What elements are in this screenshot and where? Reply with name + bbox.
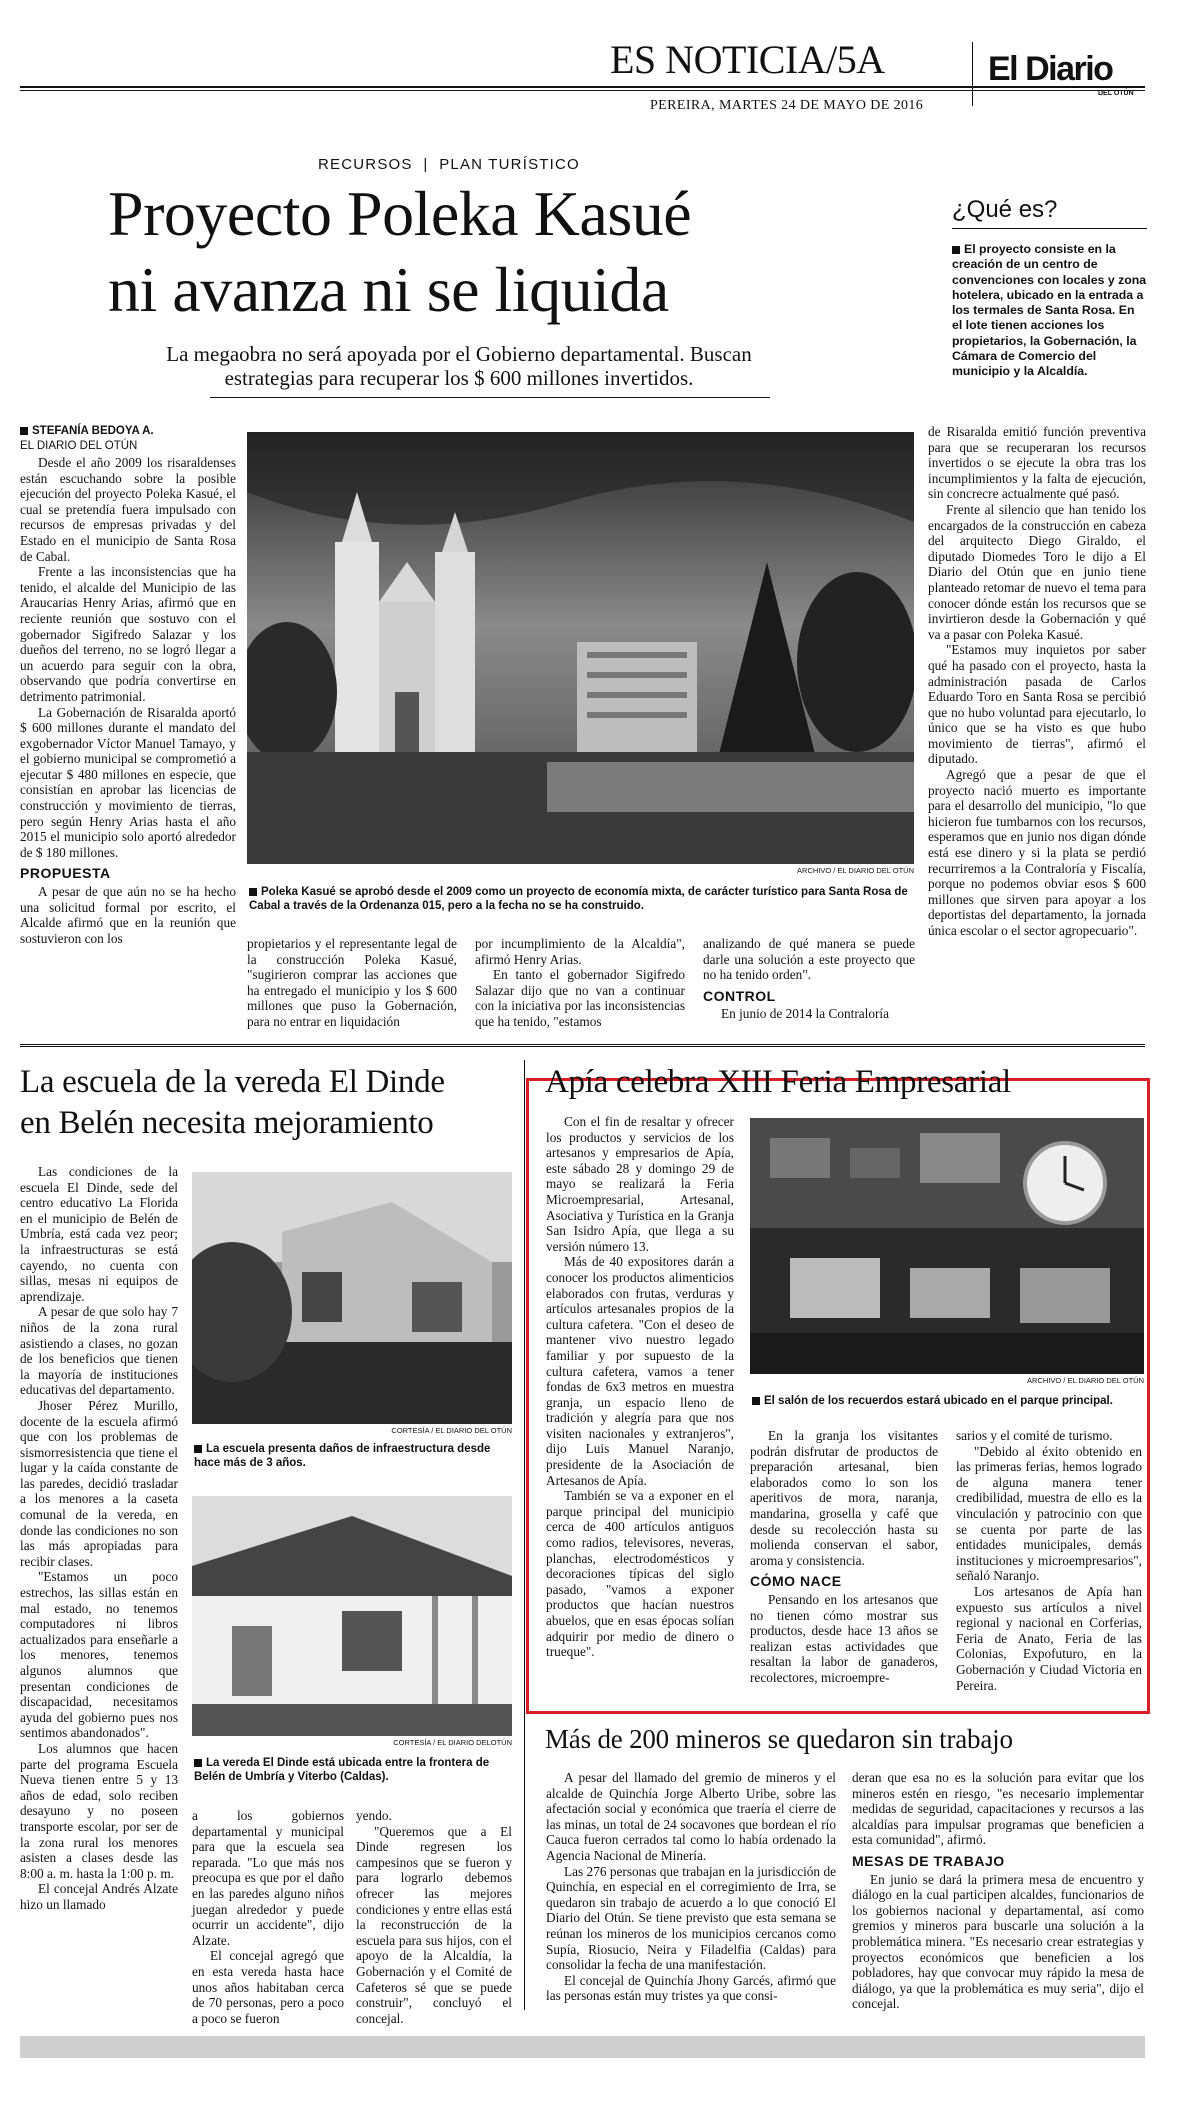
main-col3: por incumplimiento de la Alcaldía", afirmó Henry Arias. En tanto el gobernador Sigifredo Salazar dijo que no van a continuar con la iniciativa por las inconsistencias que ha tenido, "estamos [475,936,685,1029]
newspaper-logo: El Diario [988,50,1113,88]
main-col4: analizando de qué manera se puede darle una solución a este proyecto que no ha tenido orden". CONTROL En junio de 2014 la Contraloría [703,936,915,1022]
que-es-rule [952,228,1147,229]
dinde-col3: yendo. "Queremos que a El Dinde regresen los campesinos que se fueron y para lograrlo debemos ofrecer las mejores condiciones y entre ellas está la reconstrucción de la escuela para sus hijos, con el apoyo de la Alcaldía, la Gobernación y el Comité de Cafeteros sé que se puede construir", concluyó el concejal. [356,1808,512,2026]
apia-photo-credit: ARCHIVO / EL DIARIO DEL OTÚN [1027,1376,1144,1385]
dinde-photo-1-credit: CORTESÍA / EL DIARIO DEL OTÚN [391,1426,512,1435]
main-headline: Proyecto Poleka Kasué ni avanza ni se liquida [108,178,692,325]
apia-col3: sarios y el comité de turismo. "Debido al éxito obtenido en las primeras ferias, hemos logrado de alguna manera tener credibilidad, muestra de ello es la vinculación y patrocinio con que se cuenta por parte de las entidades municipales, demás instituciones y microempresarios", señaló Naranjo. Los artesanos de Apía han expuesto sus artículos a nivel regional y nacional en Corferias, Feria de Anato, Feria de las Colonias, Expofuturo, en la Gobernación y Ciudad Victoria en Pereira. [956,1428,1142,1693]
que-es-text: El proyecto consiste en la creación de un centro de convenciones con locales y zona hotelera, ubicado en la entrada a los termales de Santa Rosa. En el lote tienen acciones los propietarios, la Gobernación, la Cámara de Comercio del municipio y la Alcaldía. [952,242,1147,379]
column-divider [524,1060,525,2010]
dinde-col1: Las condiciones de la escuela El Dinde, sede del centro educativo La Florida en el municipio de Belén de Umbría, está cada vez peor; la infraestructuras se está cayendo, no cuenta con sillas, mesas ni equipos de aprendizaje. A pesar de que solo hay 7 niños de la zona rural asistiendo a clases, no gozan de los beneficios que tienen la mayoría de instituciones educativas del departamento. Jhoser Pérez Murillo, docente de la escuela afirmó que con los problemas de sismorresistencia que tiene el lugar y la caída constante de las paredes, decidió trasladar a los menores a la caseta comunal de la vereda, en donde las condiciones no son las más apropiadas para recibir clases. "Estamos un poco estrechos, las sillas están en mal estado, no tenemos computadores ni libros actualizados para enseñarle a los menores, tenemos algunos alumnos que presentan condiciones de discapacidad, necesitamos ayuda del gobierno pues nos sentimos abandonados". Los alumnos que hacen parte del programa Escuela Nueva tienen entre 5 y 13 años de edad, solo reciben desayuno y no poseen transporte escolar, por ser de la zona rural los menores asisten a clases desde las 8:00 a. m. hasta la 1:00 p. m. El concejal Andrés Alzate hizo un llamado [20,1164,178,1912]
main-photo [247,432,914,864]
header-divider [972,42,973,106]
byline: STEFANÍA BEDOYA A. EL DIARIO DEL OTÚN [20,425,154,452]
dinde-photo-1-caption: La escuela presenta daños de infraestructura desde hace más de 3 años. [194,1443,491,1469]
main-right-col: de Risaralda emitió función preventiva para que se recuperaran los recursos invertidos o se ejecute la obra tras los incumplimientos y la falta de ejecución, sin concrecre actualmente qué pasó. Frente al silencio que han tenido los encargados de la construcción en cabeza del arquitecto Diego Giraldo, el diputado Diomedes Toro le dijo a El Diario del Otún que en junio tiene planteado retomar de nuevo el tema para conocer dónde están los recursos que se invirtieron desde la Gobernación y qué va a pasar con Poleka Kasué. "Estamos muy inquietos por saber qué ha pasado con el proyecto, hasta la administración pasada de Carlos Eduardo Toro en Santa Rosa se percibió que no hubo voluntad para ejecutarlo, lo único que se ha visto es que hubo movimiento de tierras", afirmó el diputado. Agregó que a pesar de que el proyecto nació muerto es importante para el desarrollo del municipio, "lo que hicieron fue tumbarnos con los recursos, esperamos que en junio nos digan dónde está ese dinero y si la plata se perdió recurriremos a la Contraloría y Fiscalía, porque no podemos obviar esos $ 600 millones que sirven para apoyar a los deportistas del departamento, la jornada única escolar o el sector agropecuario". [928,424,1146,938]
main-col2: propietarios y el representante legal de la construcción Poleka Kasué, "sugirieron comprar las acciones que ha entregado el municipio y los $ 600 millones que puso la Gobernación, para no entrar en liquidación [247,936,457,1029]
header-rule [20,86,1145,88]
dinde-photo-2-caption: La vereda El Dinde está ubicada entre la frontera de Belén de Umbría y Viterbo (Caldas). [194,1757,490,1783]
mineros-headline: Más de 200 mineros se quedaron sin trabajo [545,1724,1013,1754]
header-rule-thin [20,90,1145,91]
main-col1: Desde el año 2009 los risaraldenses están escuchando sobre la posible ejecución del proyecto Poleka Kasué, el cual se pretendía fuera impulsado con recursos de empresas privadas y del Estado en el municipio de Santa Rosa de Cabal. Frente a las inconsistencias que ha tenido, el alcalde del Municipio de las Araucarias Henry Arias, afirmó que en reciente reunión que sostuvo con el gobernador Sigifredo Salazar y los dueños del terreno, no se logró llegar a un acuerdo para seguir con la obra, observando que podría convertirse en detrimento patrimonial. La Gobernación de Risaralda aportó $ 600 millones durante el mandato del exgobernador Víctor Manuel Tamayo, y el gobierno municipal se comprometió a ejecutar $ 480 millones en especie, que consistían en aprobar las licencias de construcción y movimiento de tierras, pero según Henry Arias hasta el año 2015 el municipio solo aportó alrededor de $ 180 millones. PROPUESTA A pesar de que aún no se ha hecho una solicitud formal por escrito, el Alcalde afirmó que en la reunión que sostuvieron con los [20,455,236,946]
mineros-col1: A pesar del llamado del gremio de mineros y el alcalde de Quinchía Jorge Alberto Uribe, sobre las afectación social y económica que traería el cierre de las minas, un total de 24 socavones que bordean el río Cauca fueron cerrados tal como lo había ordenado la Agencia Nacional de Minería. Las 276 personas que trabajan en la jurisdicción de Quinchía, en especial en el corregimiento de Irra, se quedaron sin trabajo de acuerdo a lo que conoció El Diario del Otún. Se tiene previsto que esta semana se reúnan los mineros de los municipios cercanos como Supía, Riosucio, Neira y Filadelfia (Caldas) para consolidar la fecha de una manifestación. El concejal de Quinchía Jhony Garcés, afirmó que las personas están muy tristes ya que consi- [546,1770,836,2004]
main-subtitle: La megaobra no será apoyada por el Gobierno departamental. Buscan estrategias para recuperar los $ 600 millones invertidos. [166,342,752,390]
section-divider [20,1044,1145,1047]
apia-headline: Apía celebra XIII Feria Empresarial [545,1064,1011,1100]
apia-col2: En la granja los visitantes podrán disfrutar de productos de preparación artesanal, bien elaborados como lo son los aperitivos de mora, naranja, mandarina, grosella y café que desde su recolección hasta su molienda conservan el sabor, aroma y consistencia. CÓMO NACE Pensando en los artesanos que no tienen cómo mostrar sus productos, desde hace 13 años se realizan estas actividades que resaltan la labor de ganaderos, recolectores, microempre- [750,1428,938,1685]
dinde-photo-2 [192,1496,512,1736]
newspaper-logo-sub: DEL OTÚN [1098,90,1134,97]
subtitle-rule [210,397,770,398]
mineros-col2: deran que esa no es la solución para evitar que los mineros estén en riesgo, "es necesario implementar medidas de seguridad, capacitaciones y recursos a las alcaldías para impulsar programas que beneficien a esta comunidad", afirmó. MESAS DE TRABAJO En junio se dará la primera mesa de encuentro y diálogo en la cual participen alcaldes, funcionarios de los gobiernos nacional y departamental, así como gremios y mineros para buscarle una solución a la problemática minera. "Es necesario crear estrategias y proyectos económicos que beneficien a los pobladores, hay que convocar muy rápido la mesa de diálogo, ya que la problemática es muy seria", dijo el concejal. [852,1770,1144,2012]
dinde-photo-1 [192,1172,512,1424]
apia-photo-caption: El salón de los recuerdos estará ubicado en el parque principal. [752,1394,1142,1408]
dinde-headline: La escuela de la vereda El Dinde en Belén necesita mejoramiento [20,1064,445,1141]
footer-bar [20,2036,1145,2058]
main-photo-credit: ARCHIVO / EL DIARIO DEL OTÚN [797,866,914,875]
que-es-title: ¿Qué es? [952,196,1058,223]
page-date: PEREIRA, MARTES 24 DE MAYO DE 2016 [650,98,924,113]
section-title: ES NOTICIA/5A [610,37,885,82]
main-photo-caption: Poleka Kasué se aprobó desde el 2009 como un proyecto de economía mixta, de carácter turístico para Santa Rosa de Cabal a través de la Ordenanza 015, pero a la fecha no se ha construido. [249,886,908,912]
kicker: RECURSOS | PLAN TURÍSTICO [318,156,580,173]
apia-col1: Con el fin de resaltar y ofrecer los productos y servicios de los artesanos y empresarios de Apía, este sábado 28 y domingo 29 de mayo se realizará la Feria Microempresarial, Artesanal, Asociativa y Turística en la Granja San Isidro Apía, que llega a su versión número 13. Más de 40 expositores darán a conocer los productos alimenticios elaborados con frutas, verduras y artículos artesanales propios de la cultura cafetera. "Con el deseo de mantener vivo nuestro legado familiar y por supuesto de la cultura cafetera, vamos a tener fondas de 6x3 metros en muestra granja, un espacio lleno de tradición y alegría para que nos visiten nacionales y extranjeros", dijo Luis Manuel Naranjo, presidente de la Asociación de Artesanos de Apía. También se va a exponer en el parque principal del municipio cerca de 400 artículos antiguos como radios, televisores, neveras, planchas, electrodomésticos y decoraciones típicas del siglo pasado, "vamos a exponer productos que hacían nuestros abuelos, que en esas épocas solían adquirir por medio de dinero o trueque". [546,1114,734,1660]
apia-photo [750,1118,1144,1374]
dinde-col2: a los gobiernos departamental y municipal para que la escuela sea reparada. "Lo que más nos preocupa es que por el daño en las paredes alguno niños juegan alrededor y puede ocurrir un accidente", dijo Alzate. El concejal agregó que en esta vereda hasta hace unos años habitaban cerca de 70 personas, pero a poco a poco se fueron [192,1808,344,2026]
dinde-photo-2-credit: CORTESÍA / EL DIARIO DELOTÚN [393,1738,512,1747]
